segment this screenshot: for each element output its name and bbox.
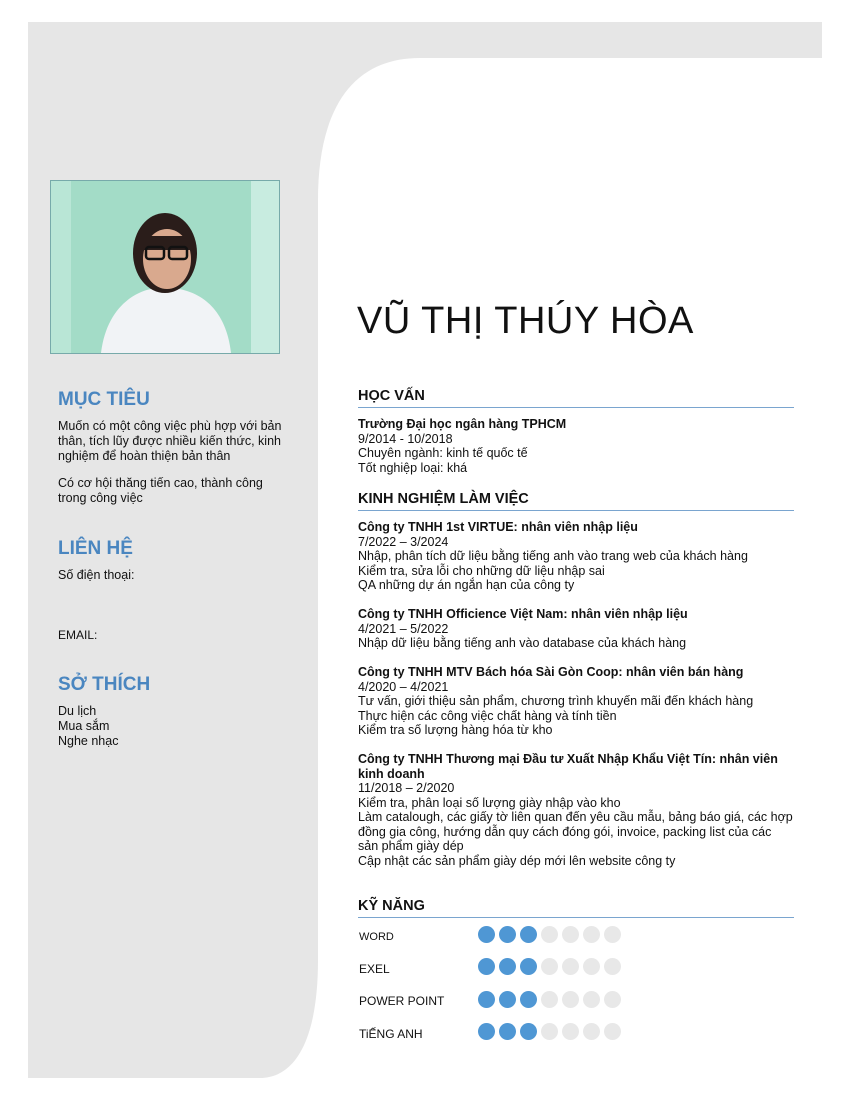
skill-rating — [478, 958, 621, 976]
objective-text-1: Muốn có một công việc phù hợp với bản thân, tích lũy được nhiều kiến thức, kinh nghiệm để hoàn thiện bản thân — [58, 419, 282, 463]
hobby-item: Du lịch — [58, 704, 97, 718]
job-line: Kiểm tra số lượng hàng hóa từ kho — [358, 723, 553, 737]
job-line: Nhập, phân tích dữ liệu bằng tiếng anh vào trang web của khách hàng — [358, 549, 748, 563]
skill-dot-filled — [499, 1023, 516, 1040]
skill-label: POWER POINT — [359, 994, 445, 1008]
hobby-item: Nghe nhạc — [58, 734, 119, 748]
job-title: Công ty TNHH Thương mại Đầu tư Xuất Nhập Khẩu Việt Tín: nhân viên kinh doanh — [358, 752, 778, 781]
skill-dot-filled — [499, 991, 516, 1008]
skill-dot-filled — [478, 1023, 495, 1040]
job-dates: 7/2022 – 3/2024 — [358, 534, 449, 549]
skill-dot-filled — [520, 926, 537, 943]
objective-heading: MỤC TIÊU — [58, 389, 150, 410]
job-line: Thực hiện các công việc chất hàng và tính tiền — [358, 708, 617, 723]
job-line: Tư vấn, giới thiệu sản phẩm, chương trình khuyến mãi đến khách hàng — [358, 694, 754, 708]
job-line: Kiểm tra, sửa lỗi cho những dữ liệu nhập sai — [358, 563, 605, 578]
skills-heading: KỸ NĂNG — [358, 898, 794, 918]
job-entry — [358, 752, 794, 868]
skill-label: EXEL — [359, 962, 390, 976]
skill-dot-empty — [562, 991, 579, 1008]
education-grade: Tốt nghiệp loại: khá — [358, 460, 468, 475]
job-dates: 4/2020 – 4/2021 — [358, 679, 449, 694]
school-name: Trường Đại học ngân hàng TPHCM — [358, 417, 567, 431]
job-line: Kiểm tra, phân loại số lượng giày nhập vào kho — [358, 795, 621, 810]
email-label: EMAIL: — [58, 628, 98, 642]
skill-dot-filled — [520, 958, 537, 975]
skill-dot-empty — [604, 926, 621, 943]
education-heading: HỌC VẤN — [358, 388, 794, 408]
skill-dot-empty — [562, 958, 579, 975]
job-dates: 11/2018 – 2/2020 — [358, 781, 455, 795]
education-entry — [358, 417, 794, 475]
skill-dot-empty — [604, 991, 621, 1008]
skill-dot-filled — [478, 958, 495, 975]
skill-dot-filled — [499, 958, 516, 975]
skill-rating — [478, 1023, 621, 1041]
job-entry — [358, 520, 794, 593]
skill-dot-empty — [541, 926, 558, 943]
hobby-item: Mua sắm — [58, 719, 110, 733]
skill-label: WORD — [359, 931, 394, 943]
skill-dot-empty — [583, 991, 600, 1008]
skill-dot-empty — [562, 1023, 579, 1040]
objective-text-2: Có cơ hội thăng tiến cao, thành công trong công việc — [58, 476, 263, 505]
job-title: Công ty TNHH MTV Bách hóa Sài Gòn Coop: nhân viên bán hàng — [358, 665, 744, 679]
person-name: VŨ THỊ THÚY HÒA — [357, 300, 694, 342]
job-line: Nhập dữ liệu bằng tiếng anh vào database của khách hàng — [358, 636, 687, 650]
skill-dot-empty — [583, 1023, 600, 1040]
job-entry — [358, 665, 794, 738]
skill-dot-empty — [541, 1023, 558, 1040]
skill-dot-empty — [541, 958, 558, 975]
skill-dot-filled — [499, 926, 516, 943]
experience-heading: KINH NGHIỆM LÀM VIỆC — [358, 491, 794, 511]
skill-dot-empty — [604, 1023, 621, 1040]
job-line: QA những dự án ngắn hạn của công ty — [358, 578, 575, 592]
profile-photo — [50, 180, 280, 354]
skill-dot-filled — [520, 991, 537, 1008]
skill-dot-filled — [520, 1023, 537, 1040]
skill-rating — [478, 991, 621, 1009]
job-title: Công ty TNHH Officience Việt Nam: nhân viên nhập liệu — [358, 607, 688, 621]
skill-dot-empty — [583, 958, 600, 975]
skill-dot-filled — [478, 926, 495, 943]
skill-dot-empty — [541, 991, 558, 1008]
hobbies-heading: SỞ THÍCH — [58, 674, 151, 695]
skill-dot-empty — [604, 958, 621, 975]
skill-dot-filled — [478, 991, 495, 1008]
job-entry — [358, 607, 794, 651]
job-line: Cập nhật các sản phẩm giày dép mới lên website công ty — [358, 853, 676, 868]
job-line: Làm catalough, các giấy tờ liên quan đến yêu cầu mẫu, bảng báo giá, các hợp đồng gia công, hướng dẫn quy cách đóng gói, invoice, packing list của các sản phẩm giày dép — [358, 810, 793, 853]
education-major: Chuyên ngành: kinh tế quốc tế — [358, 446, 528, 460]
skill-dot-empty — [562, 926, 579, 943]
phone-label: Số điện thoại: — [58, 568, 135, 582]
job-dates: 4/2021 – 5/2022 — [358, 621, 449, 636]
job-title: Công ty TNHH 1st VIRTUE: nhân viên nhập liệu — [358, 520, 638, 534]
skill-label: TiẾNG ANH — [359, 1027, 423, 1041]
education-dates: 9/2014 - 10/2018 — [358, 431, 453, 446]
skill-rating — [478, 926, 621, 944]
skill-dot-empty — [583, 926, 600, 943]
contact-heading: LIÊN HỆ — [58, 538, 133, 559]
